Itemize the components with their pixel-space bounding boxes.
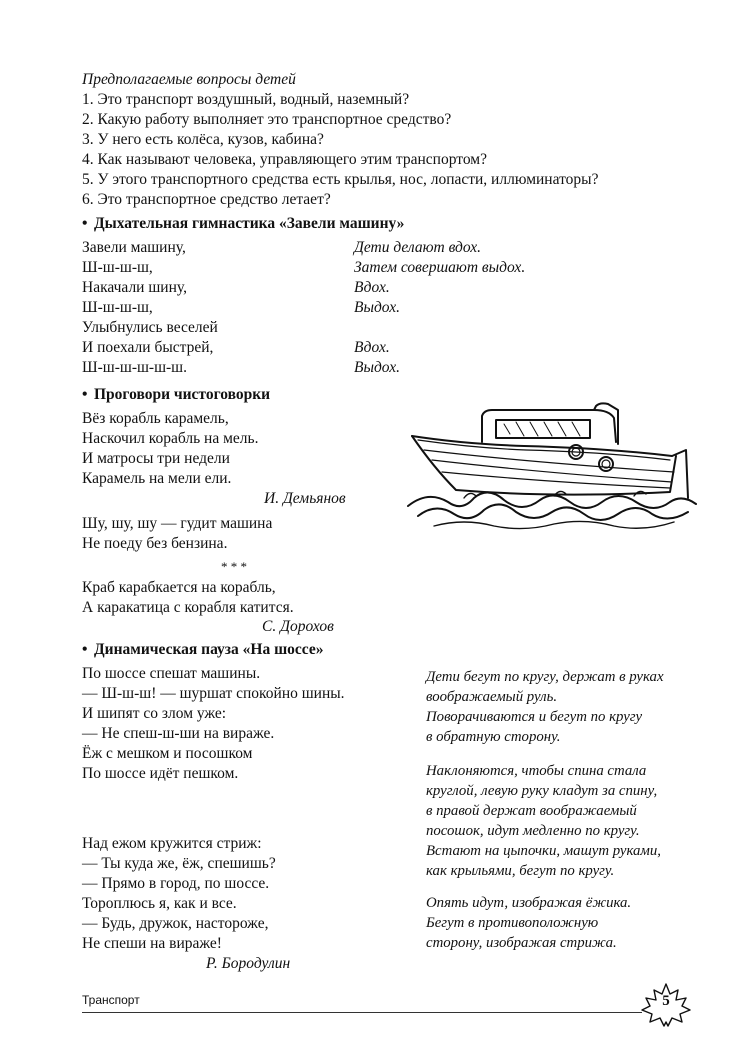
breathing-note: Вдох. <box>354 279 390 296</box>
page-number: 5 <box>662 993 670 1009</box>
question-2: 2. Какую работу выполняет это транспортное средство? <box>82 111 452 128</box>
breathing-line: Завели машину, <box>82 239 186 256</box>
poem-line: Наскочил корабль на мель. <box>82 430 259 447</box>
poem-line: И матросы три недели <box>82 450 230 467</box>
poem-line: — Не спеш-ш-ши на вираже. <box>82 725 275 742</box>
stanza-separator: * * * <box>221 559 247 574</box>
tongue-heading: • Проговори чистоговорки <box>82 386 271 403</box>
movement-note: Поворачиваются и бегут по кругу <box>426 709 643 725</box>
poem-line: И шипят со злом уже: <box>82 705 227 722</box>
poem-line: Не спеши на вираже! <box>82 935 222 952</box>
page-number-badge <box>640 982 692 1028</box>
breathing-line: Накачали шину, <box>82 279 187 296</box>
poem-line: Шу, шу, шу — гудит машина <box>82 515 273 532</box>
question-5: 5. У этого транспортного средства есть крылья, нос, лопасти, иллюминаторы? <box>82 171 599 188</box>
footer-section-label: Транспорт <box>82 993 140 1007</box>
poem-line: — Будь, дружок, настороже, <box>82 915 269 932</box>
breathing-note: Затем совершают выдох. <box>354 259 526 276</box>
breathing-line: Ш-ш-ш-ш-ш-ш. <box>82 359 187 376</box>
breathing-note: Выдох. <box>354 299 401 316</box>
breathing-note: Вдох. <box>354 339 390 356</box>
movement-note: Наклоняются, чтобы спина стала <box>426 763 647 779</box>
movement-note: сторону, изображая стрижа. <box>426 935 617 951</box>
poem-line: По шоссе идёт пешком. <box>82 765 239 782</box>
movement-note: круглой, левую руку кладут за спину, <box>426 783 658 799</box>
movement-note: в правой держат воображаемый <box>426 803 637 819</box>
poem-line: Ёж с мешком и посошком <box>82 745 253 762</box>
dynamic-heading: • Динамическая пауза «На шоссе» <box>82 641 324 658</box>
breathing-heading: • Дыхательная гимнастика «Завели машину» <box>82 215 405 232</box>
poem-line: Вёз корабль карамель, <box>82 410 229 427</box>
movement-note: Дети бегут по кругу, держат в руках <box>426 669 664 685</box>
poem-line: — Ш-ш-ш! — шуршат спокойно шины. <box>82 685 345 702</box>
poem-line: Не поеду без бензина. <box>82 535 228 552</box>
poem-line: Тороплюсь я, как и все. <box>82 895 237 912</box>
breathing-line: Ш-ш-ш-ш, <box>82 259 153 276</box>
poem-line: А каракатица с корабля катится. <box>82 599 294 616</box>
movement-note: в обратную сторону. <box>426 729 561 745</box>
breathing-line: И поехали быстрей, <box>82 339 214 356</box>
author-borodulin: Р. Бородулин <box>206 955 291 972</box>
question-1: 1. Это транспорт воздушный, водный, наземный? <box>82 91 410 108</box>
author-demyanov: И. Демьянов <box>264 490 346 507</box>
poem-line: Краб карабкается на корабль, <box>82 579 276 596</box>
breathing-note: Дети делают вдох. <box>354 239 482 256</box>
bullet-icon: • <box>82 386 88 403</box>
movement-note: Бегут в противоположную <box>426 915 599 931</box>
movement-note: Опять идут, изображая ёжика. <box>426 895 632 911</box>
question-4: 4. Как называют человека, управляющего этим транспортом? <box>82 151 487 168</box>
movement-note: как крыльями, бегут по кругу. <box>426 863 615 879</box>
movement-note: воображаемый руль. <box>426 689 558 705</box>
movement-note: посошок, идут медленно по кругу. <box>426 823 640 839</box>
breathing-note: Выдох. <box>354 359 401 376</box>
breathing-line: Ш-ш-ш-ш, <box>82 299 153 316</box>
poem-line: Карамель на мели ели. <box>82 470 232 487</box>
breathing-line: Улыбнулись веселей <box>82 319 218 336</box>
boat-illustration <box>404 398 700 532</box>
question-6: 6. Это транспортное средство летает? <box>82 191 331 208</box>
author-dorokhov: С. Дорохов <box>262 618 334 635</box>
bullet-icon: • <box>82 641 88 658</box>
intro-title: Предполагаемые вопросы детей <box>82 71 296 88</box>
footer-divider <box>82 1012 642 1013</box>
poem-line: — Прямо в город, по шоссе. <box>82 875 270 892</box>
question-3: 3. У него есть колёса, кузов, кабина? <box>82 131 324 148</box>
movement-note: Встают на цыпочки, машут руками, <box>426 843 661 859</box>
bullet-icon: • <box>82 215 88 232</box>
poem-line: Над ежом кружится стриж: <box>82 835 262 852</box>
poem-line: По шоссе спешат машины. <box>82 665 261 682</box>
poem-line: — Ты куда же, ёж, спешишь? <box>82 855 276 872</box>
